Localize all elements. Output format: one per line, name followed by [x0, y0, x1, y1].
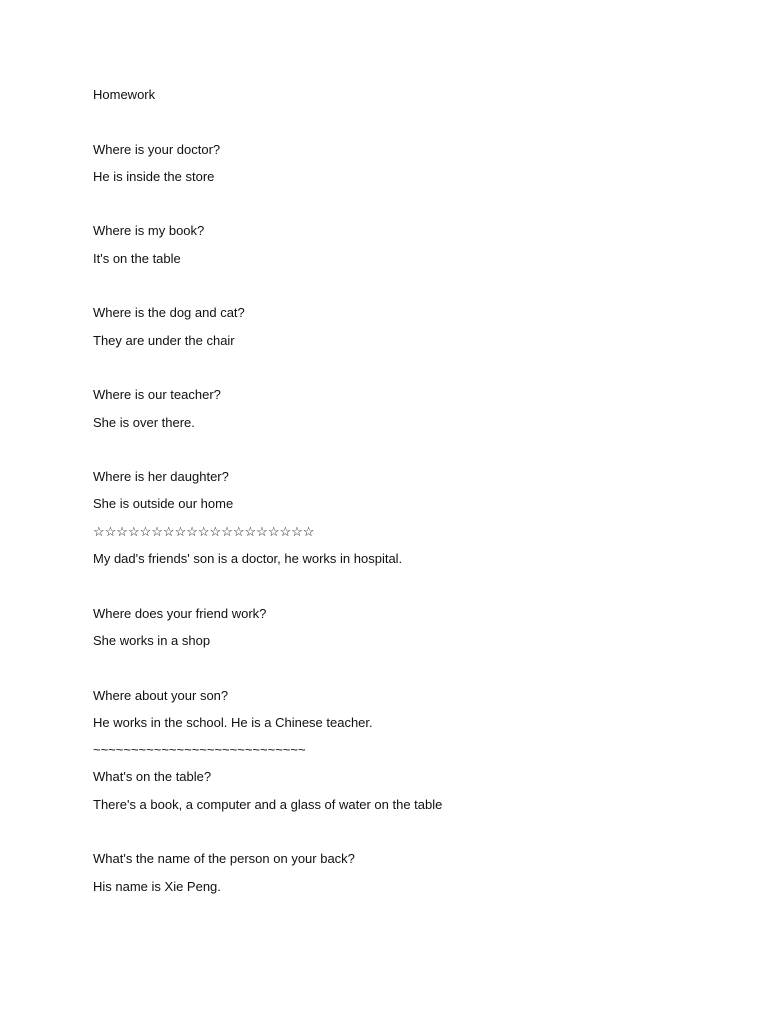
blank-line [93, 823, 713, 850]
star-divider: ☆☆☆☆☆☆☆☆☆☆☆☆☆☆☆☆☆☆☆ [93, 523, 315, 539]
blank-line [93, 359, 713, 386]
text-line: His name is Xie Peng. [93, 878, 221, 894]
text-line: There's a book, a computer and a glass of water on the table [93, 796, 443, 812]
text-line: Where is your doctor? [93, 141, 221, 157]
tilde-divider: ~~~~~~~~~~~~~~~~~~~~~~~~~~~~ [93, 742, 306, 758]
text-line: My dad's friends' son is a doctor, he works in hospital. [93, 551, 403, 567]
blank-line [93, 577, 713, 604]
blank-line [93, 277, 713, 304]
blank-line [93, 195, 713, 222]
text-line: He works in the school. He is a Chinese teacher. [93, 714, 373, 730]
text-line: She works in a shop [93, 632, 211, 648]
text-line: It's on the table [93, 250, 181, 266]
text-line: She is over there. [93, 414, 195, 430]
text-line: What's on the table? [93, 769, 212, 785]
document-title: Homework [93, 87, 156, 102]
text-line: Where is her daughter? [93, 469, 229, 485]
text-line: Where does your friend work? [93, 605, 267, 621]
text-line: Where is our teacher? [93, 387, 221, 403]
blank-line [93, 441, 713, 468]
text-line: He is inside the store [93, 168, 215, 184]
blank-line [93, 113, 713, 140]
text-line: Where is my book? [93, 223, 205, 239]
text-line: Where is the dog and cat? [93, 305, 245, 321]
document-body [93, 86, 713, 905]
text-line: What's the name of the person on your back? [93, 851, 355, 867]
text-line: They are under the chair [93, 332, 235, 348]
text-line: She is outside our home [93, 496, 234, 512]
text-line: Where about your son? [93, 687, 229, 703]
blank-line [93, 659, 713, 686]
